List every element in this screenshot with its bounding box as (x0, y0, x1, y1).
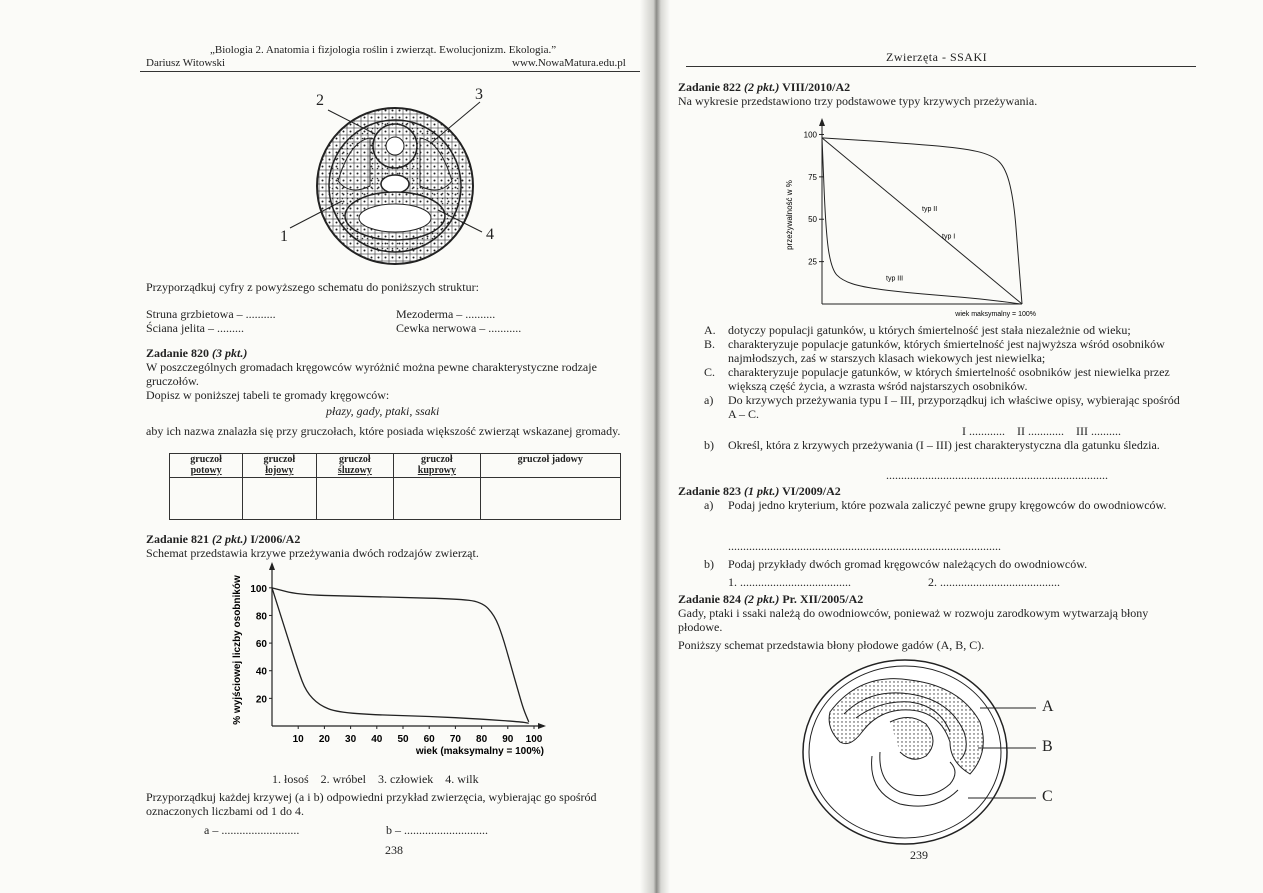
header-author: Dariusz Witowski (146, 57, 226, 69)
task823-answer-a[interactable]: ........................................................................................... (728, 539, 1001, 553)
y-tick-label: 50 (808, 215, 817, 225)
task820-text3: aby ich nazwa znalazła się przy gruczołach, które posiada większość zwierząt wskazanej gromady. (146, 424, 621, 438)
membranes-diagram (800, 652, 1060, 848)
task822-answers-a[interactable]: I ............ II ............ III .......... (962, 424, 1121, 438)
answer-struna[interactable]: Struna grzbietowa – .......... (146, 307, 276, 321)
header-rule (140, 71, 640, 72)
series-label: typ I (942, 233, 956, 241)
x-tick-label: 50 (397, 734, 409, 745)
embryo-label-3: 3 (475, 86, 483, 103)
page-number-left: 238 (385, 843, 403, 857)
header-site: www.NowaMatura.edu.pl (512, 57, 626, 69)
series-label: typ III (886, 275, 904, 283)
y-axis-arrow (819, 118, 825, 126)
option-b: B. charakteryzuje populacje gatunków, których śmiertelność jest najwyższa wśród osobników najmłodszych, zaś w starszych klasach wiekowych jest niewielka; (704, 337, 1165, 365)
embryo-label-1: 1 (280, 228, 288, 245)
x-tick-label: 10 (292, 734, 304, 745)
embryo-label-2: 2 (316, 92, 324, 109)
y-tick-label: 25 (808, 257, 817, 267)
task823-answer-b1[interactable]: 1. ..................................... (728, 575, 851, 589)
survival-chart-1 (226, 558, 576, 768)
task820-groups: płazy, gady, ptaki, ssaki (326, 404, 440, 418)
y-tick-label: 40 (255, 666, 267, 678)
y-tick-label: 60 (255, 639, 267, 651)
task821-text: Schemat przedstawia krzywe przeżywania dwóch rodzajów zwierząt. (146, 546, 479, 560)
task822-heading: Zadanie 822 (2 pkt.) VIII/2010/A2 (678, 80, 851, 94)
x-tick-label: 20 (318, 734, 330, 745)
cell-sluzowy[interactable] (316, 478, 394, 520)
answer-mezoderma[interactable]: Mezoderma – .......... (396, 307, 496, 321)
header-title: „Biologia 2. Anatomia i fizjologia roślin i zwierząt. Ewolucjonizm. Ekologia.” (210, 44, 557, 56)
cell-potowy[interactable] (170, 478, 243, 520)
task824-text1: Gady, ptaki i ssaki należą do owodniowców, ponieważ w rozwoju zarodkowym wytwarzają błony płodowe. (678, 606, 1149, 634)
task823-answer-b2[interactable]: 2. ........................................ (928, 575, 1060, 589)
task820-heading: Zadanie 820 (3 pkt.) (146, 346, 248, 360)
membrane-label-b: B (1042, 738, 1053, 755)
y-tick-label: 75 (808, 172, 817, 182)
series-label: typ II (922, 205, 938, 213)
cell-kuprowy[interactable] (394, 478, 480, 520)
task821-options: 1. łosoś 2. wróbel 3. człowiek 4. wilk (272, 772, 479, 786)
task822-qa: a) Do krzywych przeżywania typu I – III, przyporządkuj ich właściwe opisy, wybierając spośród A – C. (704, 393, 1180, 421)
series-line-b (272, 588, 529, 723)
answer-b[interactable]: b – ............................ (386, 823, 488, 837)
header-title-right: Zwierzęta - SSAKI (886, 50, 988, 64)
answer-cewka[interactable]: Cewka nerwowa – ........... (396, 321, 522, 335)
x-tick-label: 60 (423, 734, 435, 745)
cell-jadowy[interactable] (480, 478, 620, 520)
y-axis-arrow (269, 562, 275, 570)
x-tick-label: 40 (371, 734, 383, 745)
col-sluzowy: gruczoł śluzowy (316, 454, 394, 478)
task820-text2: Dopisz w poniższej tabeli te gromady kręgowców: (146, 388, 390, 402)
x-tick-label: 70 (449, 734, 461, 745)
glands-table (169, 453, 621, 520)
cell-lojowy[interactable] (243, 478, 316, 520)
x-tick-label: 80 (476, 734, 488, 745)
task821-heading: Zadanie 821 (2 pkt.) I/2006/A2 (146, 532, 301, 546)
task820-text1: W poszczególnych gromadach kręgowców wyróżnić można pewne charakterystyczne rodzaje gruczołów. (146, 360, 597, 388)
task822-text: Na wykresie przedstawiono trzy podstawowe typy krzywych przeżywania. (678, 94, 1038, 108)
y-tick-label: 20 (255, 694, 267, 706)
survival-chart-2 (780, 114, 1040, 324)
page-number-right: 239 (910, 848, 928, 862)
membrane-label-a: A (1042, 698, 1054, 715)
task823-qa: a) Podaj jedno kryterium, które pozwala zaliczyć pewne grupy kręgowców do owodniowców. (704, 498, 1167, 512)
answer-sciana-jelita[interactable]: Ściana jelita – ......... (146, 321, 244, 335)
x-tick-label: 100 (525, 734, 543, 745)
task822-answer-b[interactable]: .......................................................................... (886, 468, 1108, 482)
embryo-diagram (270, 86, 520, 276)
embryo-label-4: 4 (486, 226, 494, 243)
answer-a[interactable]: a – .......................... (204, 823, 300, 837)
y-axis-label: przeżywalność w % (785, 180, 794, 250)
series-line-a (272, 588, 529, 722)
x-tick-label: 90 (502, 734, 514, 745)
task824-text2: Poniższy schemat przedstawia błony płodowe gadów (A, B, C). (678, 638, 985, 652)
col-lojowy: gruczoł łojowy (243, 454, 316, 478)
y-axis-label: % wyjściowej liczby osobników (232, 575, 243, 725)
task822-qb: b) Określ, która z krzywych przeżywania (I – III) jest charakterystyczna dla gatunku śledzia. (704, 438, 1160, 452)
header-rule-right (686, 66, 1196, 67)
y-tick-label: 100 (250, 583, 267, 595)
task823-heading: Zadanie 823 (1 pkt.) VI/2009/A2 (678, 484, 841, 498)
option-a: A. dotyczy populacji gatunków, u których śmiertelność jest stała niezależnie od wieku; (704, 323, 1131, 337)
x-axis-label: wiek (maksymalny = 100%) (415, 746, 544, 757)
col-jadowy: gruczoł jadowy (480, 454, 620, 478)
col-kuprowy: gruczoł kuprowy (394, 454, 480, 478)
col-potowy: gruczoł potowy (170, 454, 243, 478)
option-c: C. charakteryzuje populacje gatunków, w których śmiertelność osobników jest niewielka przez większą część życia, a wzrasta wśród najstarszych osobników. (704, 365, 1170, 393)
task823-qb: b) Podaj przykłady dwóch gromad kręgowców należących do owodniowców. (704, 557, 1088, 571)
series-line-typ-II (822, 138, 1022, 304)
x-tick-label: 30 (345, 734, 357, 745)
y-tick-label: 80 (255, 611, 267, 623)
membrane-label-c: C (1042, 788, 1053, 805)
task819-instruction: Przyporządkuj cyfry z powyższego schematu do poniższych struktur: (146, 280, 479, 294)
x-axis-label: wiek maksymalny = 100% (955, 311, 1036, 318)
right-page (662, 0, 1263, 893)
y-tick-label: 100 (803, 130, 817, 140)
task821-instruction: Przyporządkuj każdej krzywej (a i b) odpowiedni przykład zwierzęcia, wybierając go spośród oznaczonych liczbami od 1 do 4. (146, 790, 597, 818)
task824-heading: Zadanie 824 (2 pkt.) Pr. XII/2005/A2 (678, 592, 864, 606)
x-axis-arrow (538, 723, 546, 729)
